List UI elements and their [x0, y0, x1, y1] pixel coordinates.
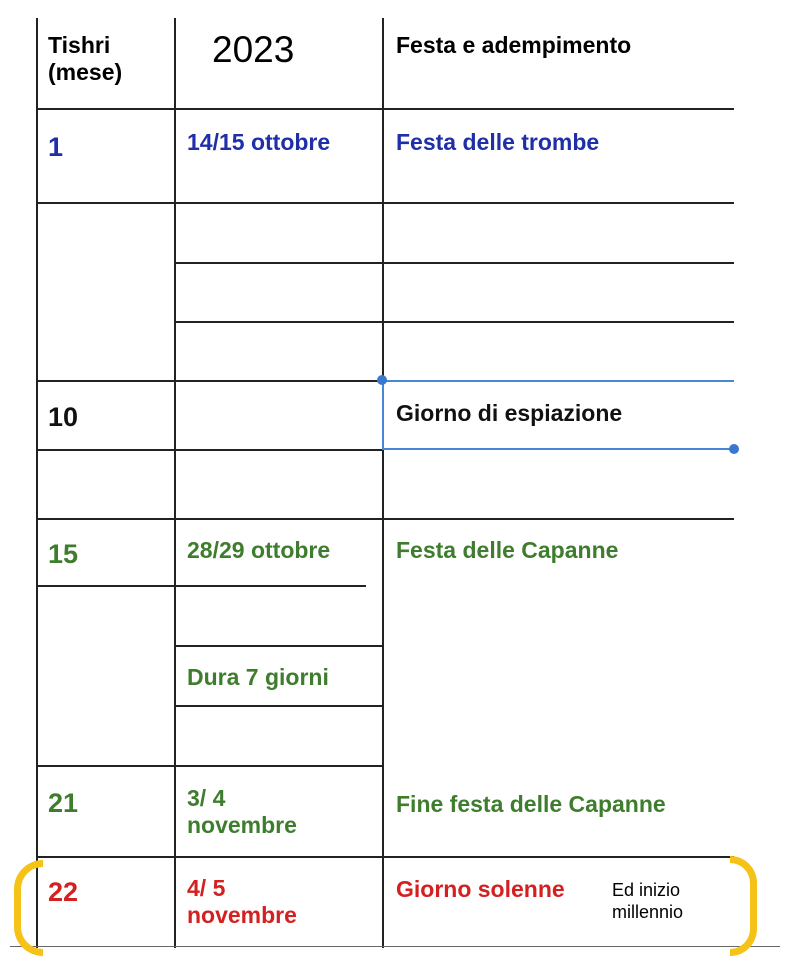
grid-hline — [36, 202, 734, 204]
grid-vline-left — [36, 18, 38, 948]
row-date: 14/15 ottobre — [187, 129, 331, 155]
grid-vline-mid — [174, 18, 176, 948]
grid-hline — [36, 380, 384, 382]
row-feast: Festa delle Capanne — [396, 537, 619, 563]
row-date: Dura 7 giorni — [187, 664, 329, 690]
grid-hline — [174, 645, 382, 647]
grid-hline — [36, 856, 734, 858]
grid-hline — [36, 518, 734, 520]
row-day: 22 — [48, 877, 79, 907]
header-feast: Festa e adempimento — [396, 32, 632, 58]
grid-hline — [36, 765, 384, 767]
row-day: 15 — [48, 539, 79, 569]
grid-hline — [174, 705, 382, 707]
cell-selection-top — [382, 380, 734, 382]
grid-hline — [36, 108, 734, 110]
row-feast: Giorno di espiazione — [396, 400, 623, 426]
row-day: 10 — [48, 402, 79, 432]
row-date: 4/ 5 novembre — [187, 875, 297, 929]
header-year: 2023 — [212, 29, 295, 70]
row-feast: Giorno solenne — [396, 876, 565, 902]
highlight-bracket-left — [14, 860, 43, 956]
cell-selection-bottom — [382, 448, 734, 450]
grid-hline — [36, 585, 366, 587]
row-date: 28/29 ottobre — [187, 537, 331, 563]
selection-handle-bottom[interactable] — [729, 444, 739, 454]
grid-vline-right — [382, 18, 384, 948]
cell-selection-left — [382, 380, 384, 450]
header-month: Tishri (mese) — [48, 32, 123, 86]
grid-hline — [36, 449, 384, 451]
grid-hline — [174, 262, 734, 264]
grid-hline — [174, 321, 734, 323]
note-text: Ed inizio millennio — [612, 880, 684, 922]
row-feast: Festa delle trombe — [396, 129, 600, 155]
grid-hline-bottom — [10, 946, 780, 947]
highlight-bracket-right — [730, 856, 757, 956]
row-feast: Fine festa delle Capanne — [396, 791, 666, 817]
row-day: 21 — [48, 788, 79, 818]
row-day: 1 — [48, 132, 64, 162]
selection-handle-top[interactable] — [377, 375, 387, 385]
row-date: 3/ 4 novembre — [187, 785, 297, 839]
